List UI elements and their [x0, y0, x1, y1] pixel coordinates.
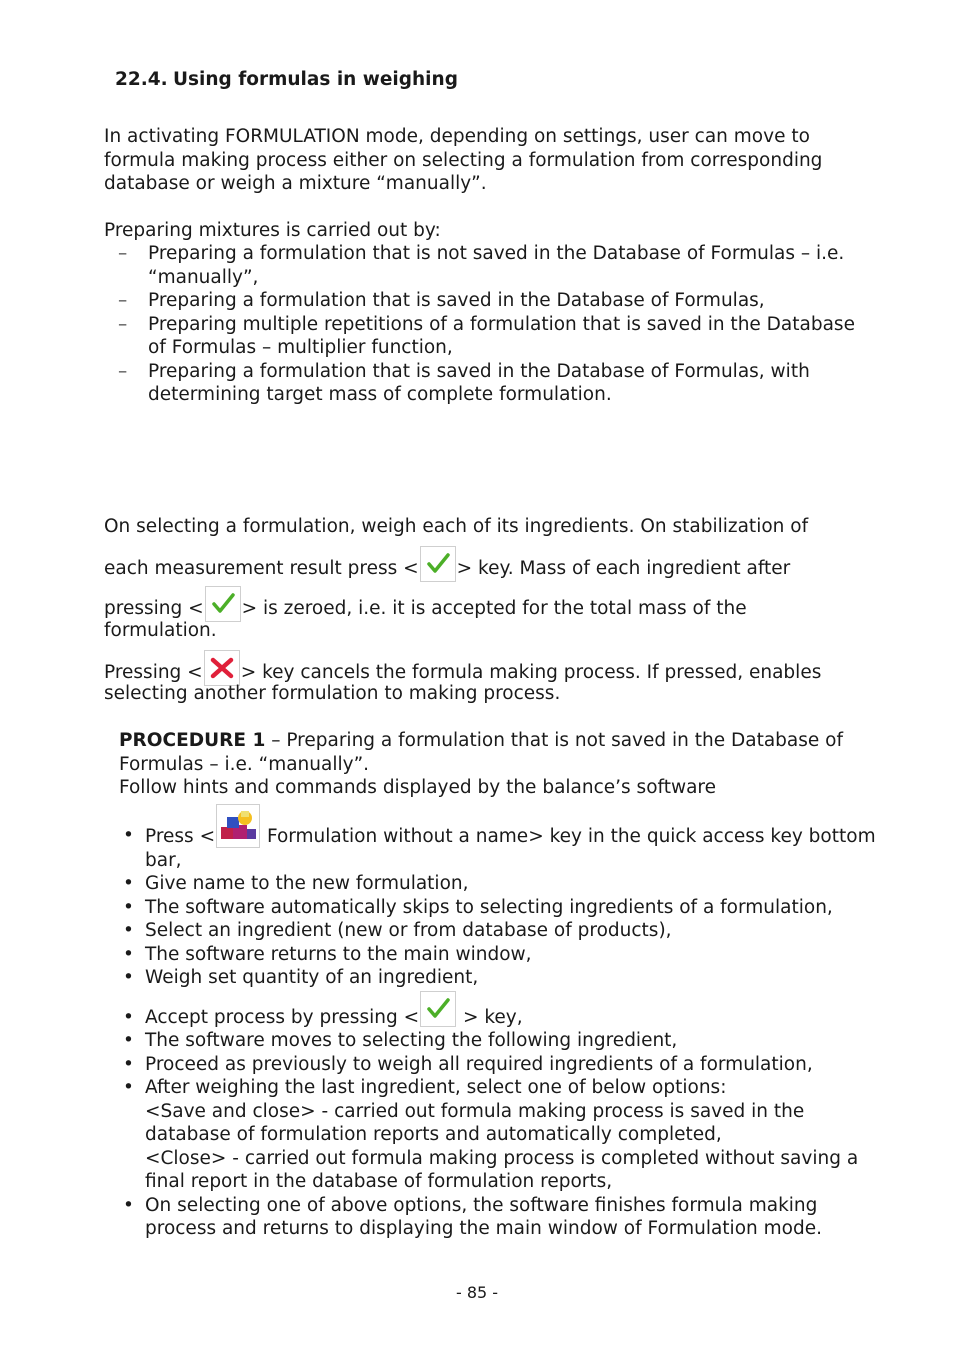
list-item: • The software returns to the main window,	[123, 943, 532, 965]
weigh-line-4: formulation.	[104, 620, 217, 641]
list-item: – Preparing a formulation that is saved in the Database of Formulas,	[118, 290, 765, 311]
cancel-line-2: selecting another formulation to making process.	[104, 683, 561, 704]
cancel-line-1: Pressing < > key cancels the formula making process. If pressed, enables	[104, 650, 864, 686]
cancel-x-icon	[204, 650, 240, 686]
list-item: • Give name to the new formulation,	[123, 873, 469, 894]
procedure-heading	[119, 729, 864, 776]
list-item: • Accept process by pressing < > key,	[119, 990, 879, 1030]
list-item: • Weigh set quantity of an ingredient,	[123, 967, 479, 988]
list-item: – Preparing multiple repetitions of a formulation that is saved in the Database of Formulas – multiplier function,	[118, 313, 855, 358]
list-item: • The software moves to selecting the following ingredient,	[123, 1030, 678, 1051]
intro-paragraph: In activating FORMULATION mode, depending on settings, user can move to formula making process either on selecting a formulation from corresponding database or weigh a mixture “manually”.	[104, 126, 823, 194]
weigh-line-2: each measurement result press < > key. Mass of each ingredient after	[104, 546, 864, 582]
list-item: • On selecting one of above options, the software finishes formula making process and returns to displaying the main window of Formulation mode.	[123, 1194, 822, 1239]
confirm-check-icon	[420, 991, 456, 1027]
preparing-list	[104, 242, 864, 407]
list-item: • After weighing the last ingredient, select one of below options: <Save and close> - carried out formula making process is saved in the database of formulation reports and automatically completed, <Close> - carried out formula making process is completed without saving a final report in the database of formulation reports,	[123, 1077, 859, 1192]
confirm-check-icon	[420, 546, 456, 582]
list-item: – Preparing a formulation that is not saved in the Database of Formulas – i.e. “manually”,	[118, 243, 845, 288]
procedure-label: PROCEDURE 1	[119, 730, 266, 751]
procedure-text: – Preparing a formulation that is not saved in the Database of Formulas – i.e. “manually”.	[119, 730, 843, 775]
list-item: • The software automatically skips to selecting ingredients of a formulation,	[123, 896, 833, 918]
list-item: • Press < Formulation without a name> key in the quick access key bottom bar,	[119, 807, 879, 872]
list-item: – Preparing a formulation that is saved in the Database of Formulas, with determining target mass of complete formulation.	[118, 360, 810, 405]
weigh-line-1: On selecting a formulation, weigh each of its ingredients. On stabilization of	[104, 516, 809, 537]
confirm-check-icon	[205, 586, 241, 622]
weigh-line-3: pressing < > is zeroed, i.e. it is accepted for the total mass of the	[104, 586, 864, 622]
preparing-label: Preparing mixtures is carried out by:	[104, 220, 441, 241]
section-number: 22.4.	[115, 69, 168, 90]
list-item: • Select an ingredient (new or from database of products),	[123, 920, 672, 941]
section-title: Using formulas in weighing	[173, 69, 458, 90]
section-heading	[115, 68, 458, 92]
page-number: - 85 -	[455, 1283, 499, 1302]
procedure-hint: Follow hints and commands displayed by the balance’s software	[119, 777, 717, 798]
list-item: • Proceed as previously to weigh all required ingredients of a formulation,	[123, 1053, 813, 1075]
formulation-without-name-icon	[216, 804, 260, 848]
procedure-steps	[119, 807, 879, 1241]
